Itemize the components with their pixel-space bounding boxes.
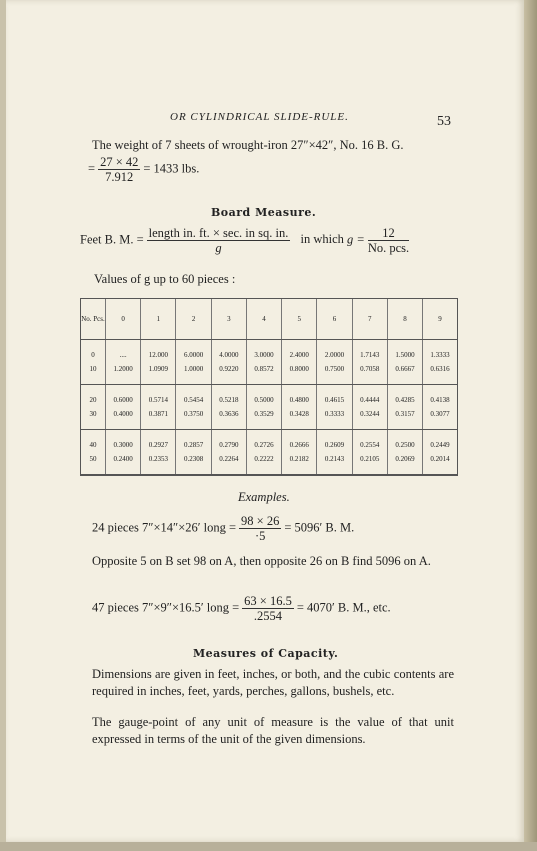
table-cell: 0.7058 <box>352 362 387 385</box>
table-row <box>81 362 457 385</box>
column-header: 8 <box>387 299 422 340</box>
table-cell: 0.2105 <box>352 452 387 475</box>
table-cell: 0.3636 <box>211 407 246 430</box>
table-cell: 0.5714 <box>141 385 176 408</box>
table-cell: 0.5000 <box>246 385 281 408</box>
row-label: 20 <box>89 396 97 404</box>
weight-example-text: The weight of 7 sheets of wrought-iron 27″×42″, No. 16 B. G. <box>92 138 404 152</box>
table-cell: .... <box>106 340 141 363</box>
ex1-denominator: ·5 <box>254 529 266 543</box>
table-cell: 1.0000 <box>176 362 211 385</box>
board-lhs: Feet B. M. = <box>80 232 144 247</box>
table-row <box>81 340 457 363</box>
page-edge-right <box>524 0 537 851</box>
table-cell: 0.6000 <box>106 385 141 408</box>
table-cell: 1.5000 <box>387 340 422 363</box>
table-cell: 0.3750 <box>176 407 211 430</box>
g-numerator: 12 <box>368 226 409 241</box>
eq-prefix: = <box>88 161 96 176</box>
row-label: 10 <box>81 362 106 385</box>
table-cell: 0.4138 <box>423 385 457 408</box>
weight-result: = 1433 lbs. <box>143 161 200 176</box>
table-cell: 0.3333 <box>317 407 352 430</box>
ex2-result: = 4070′ B. M., etc. <box>296 600 391 615</box>
table-cell: 0.2857 <box>176 430 211 453</box>
table-cell: 1.0909 <box>141 362 176 385</box>
table-cell: 0.2182 <box>282 452 317 475</box>
ex2-denominator: .2554 <box>253 609 283 623</box>
example-1-equation <box>92 514 354 543</box>
column-header: 3 <box>211 299 246 340</box>
table-cell: 0.4800 <box>282 385 317 408</box>
table-cell: 0.3428 <box>282 407 317 430</box>
weight-example-equation <box>88 155 199 184</box>
table-cell: 2.4000 <box>282 340 317 363</box>
row-label: 40 <box>89 441 97 449</box>
table-cell: 0.2143 <box>317 452 352 475</box>
ex1-fraction <box>239 514 281 543</box>
g-denominator: No. pcs. <box>367 241 410 255</box>
column-header: 5 <box>282 299 317 340</box>
table-header-row <box>81 299 457 340</box>
example-2-equation <box>92 594 391 623</box>
page-edge-bottom <box>0 842 537 851</box>
table-cell: 0.4285 <box>387 385 422 408</box>
table-cell: 0.3000 <box>106 430 141 453</box>
board-fraction <box>147 226 291 255</box>
table-cell: 0.3077 <box>423 407 457 430</box>
table-cell: 0.2353 <box>141 452 176 475</box>
table-cell: 0.5218 <box>211 385 246 408</box>
table-cell: 0.3529 <box>246 407 281 430</box>
table-cell: 6.0000 <box>176 340 211 363</box>
board-measure-formula <box>80 226 412 255</box>
g-values-table <box>80 298 458 476</box>
ex1-prefix: 24 pieces 7″×14″×26′ long = <box>92 520 237 535</box>
table-cell: 0.8000 <box>282 362 317 385</box>
column-header: 9 <box>423 299 457 340</box>
ex2-fraction <box>242 594 294 623</box>
table-row <box>81 452 457 475</box>
table-cell: 0.2790 <box>211 430 246 453</box>
table-body <box>81 340 457 475</box>
example-1-note: Opposite 5 on B set 98 on A, then opposite 26 on B find 5096 on A. <box>92 554 431 568</box>
table-cell: 1.7143 <box>352 340 387 363</box>
table-cell: 0.2069 <box>387 452 422 475</box>
column-header: 0 <box>106 299 141 340</box>
column-header: 2 <box>176 299 211 340</box>
row-label: 30 <box>81 407 106 430</box>
in-which: in which <box>300 232 344 247</box>
table-cell: 0.7500 <box>317 362 352 385</box>
capacity-paragraph-2: The gauge-point of any unit of measure is the value of that unit expressed in terms of the unit of the given dimensions. <box>92 715 454 746</box>
column-header: 1 <box>141 299 176 340</box>
board-numerator: length in. ft. × sec. in sq. in. <box>148 226 289 240</box>
g-equals: g = <box>347 232 365 247</box>
ex1-numerator: 98 × 26 <box>241 514 280 528</box>
table-cell: 0.2726 <box>246 430 281 453</box>
column-header: 4 <box>246 299 281 340</box>
table-cell: 0.3157 <box>387 407 422 430</box>
table-cell: 0.2609 <box>317 430 352 453</box>
table-cell: 1.3333 <box>423 340 457 363</box>
values-caption: Values of g up to 60 pieces : <box>94 272 236 286</box>
capacity-paragraph-1: Dimensions are given in feet, inches, or both, and the cubic contents are required in inches, feet, yards, perches, gallons, bushels, etc. <box>92 667 454 698</box>
page-number: 53 <box>437 114 451 129</box>
table-row <box>81 385 457 408</box>
table-cell: 0.3871 <box>141 407 176 430</box>
capacity-title: Measures of Capacity. <box>193 647 339 660</box>
table-cell: 0.4000 <box>106 407 141 430</box>
table-cell: 0.2666 <box>282 430 317 453</box>
ex2-prefix: 47 pieces 7″×9″×16.5′ long = <box>92 600 240 615</box>
row-label: 0 <box>91 351 95 359</box>
table-cell: 0.2222 <box>246 452 281 475</box>
table-cell: 0.2500 <box>387 430 422 453</box>
table-cell: 0.4615 <box>317 385 352 408</box>
table-cell: 0.2927 <box>141 430 176 453</box>
board-denominator: g <box>215 241 222 255</box>
g-fraction <box>368 226 409 255</box>
table-cell: 0.6316 <box>423 362 457 385</box>
table-cell: 0.9220 <box>211 362 246 385</box>
table-cell: 0.5454 <box>176 385 211 408</box>
table-cell: 0.8572 <box>246 362 281 385</box>
corner-cell: No. Pcs. <box>81 299 106 340</box>
ex1-result: = 5096′ B. M. <box>284 520 355 535</box>
table-cell: 0.2264 <box>211 452 246 475</box>
table-cell: 4.0000 <box>211 340 246 363</box>
table-cell: 0.2014 <box>423 452 457 475</box>
board-measure-title: Board Measure. <box>211 206 317 219</box>
table-cell: 0.2308 <box>176 452 211 475</box>
table-cell: 0.6667 <box>387 362 422 385</box>
row-label: 50 <box>81 452 106 475</box>
running-header: OR CYLINDRICAL SLIDE-RULE. <box>170 111 349 123</box>
table-row <box>81 407 457 430</box>
table-cell: 0.2400 <box>106 452 141 475</box>
table-row <box>81 430 457 453</box>
weight-numerator: 27 × 42 <box>100 155 139 169</box>
table-cell: 2.0000 <box>317 340 352 363</box>
column-header: 6 <box>317 299 352 340</box>
examples-title: Examples. <box>238 490 290 504</box>
table-cell: 0.3244 <box>352 407 387 430</box>
ex2-numerator: 63 × 16.5 <box>244 594 292 608</box>
weight-fraction <box>98 155 140 184</box>
table-cell: 3.0000 <box>246 340 281 363</box>
table-cell: 0.2449 <box>423 430 457 453</box>
table-cell: 12.000 <box>141 340 176 363</box>
weight-denominator: 7.912 <box>105 170 134 184</box>
table-cell: 0.4444 <box>352 385 387 408</box>
column-header: 7 <box>352 299 387 340</box>
table-cell: 1.2000 <box>106 362 141 385</box>
table-cell: 0.2554 <box>352 430 387 453</box>
